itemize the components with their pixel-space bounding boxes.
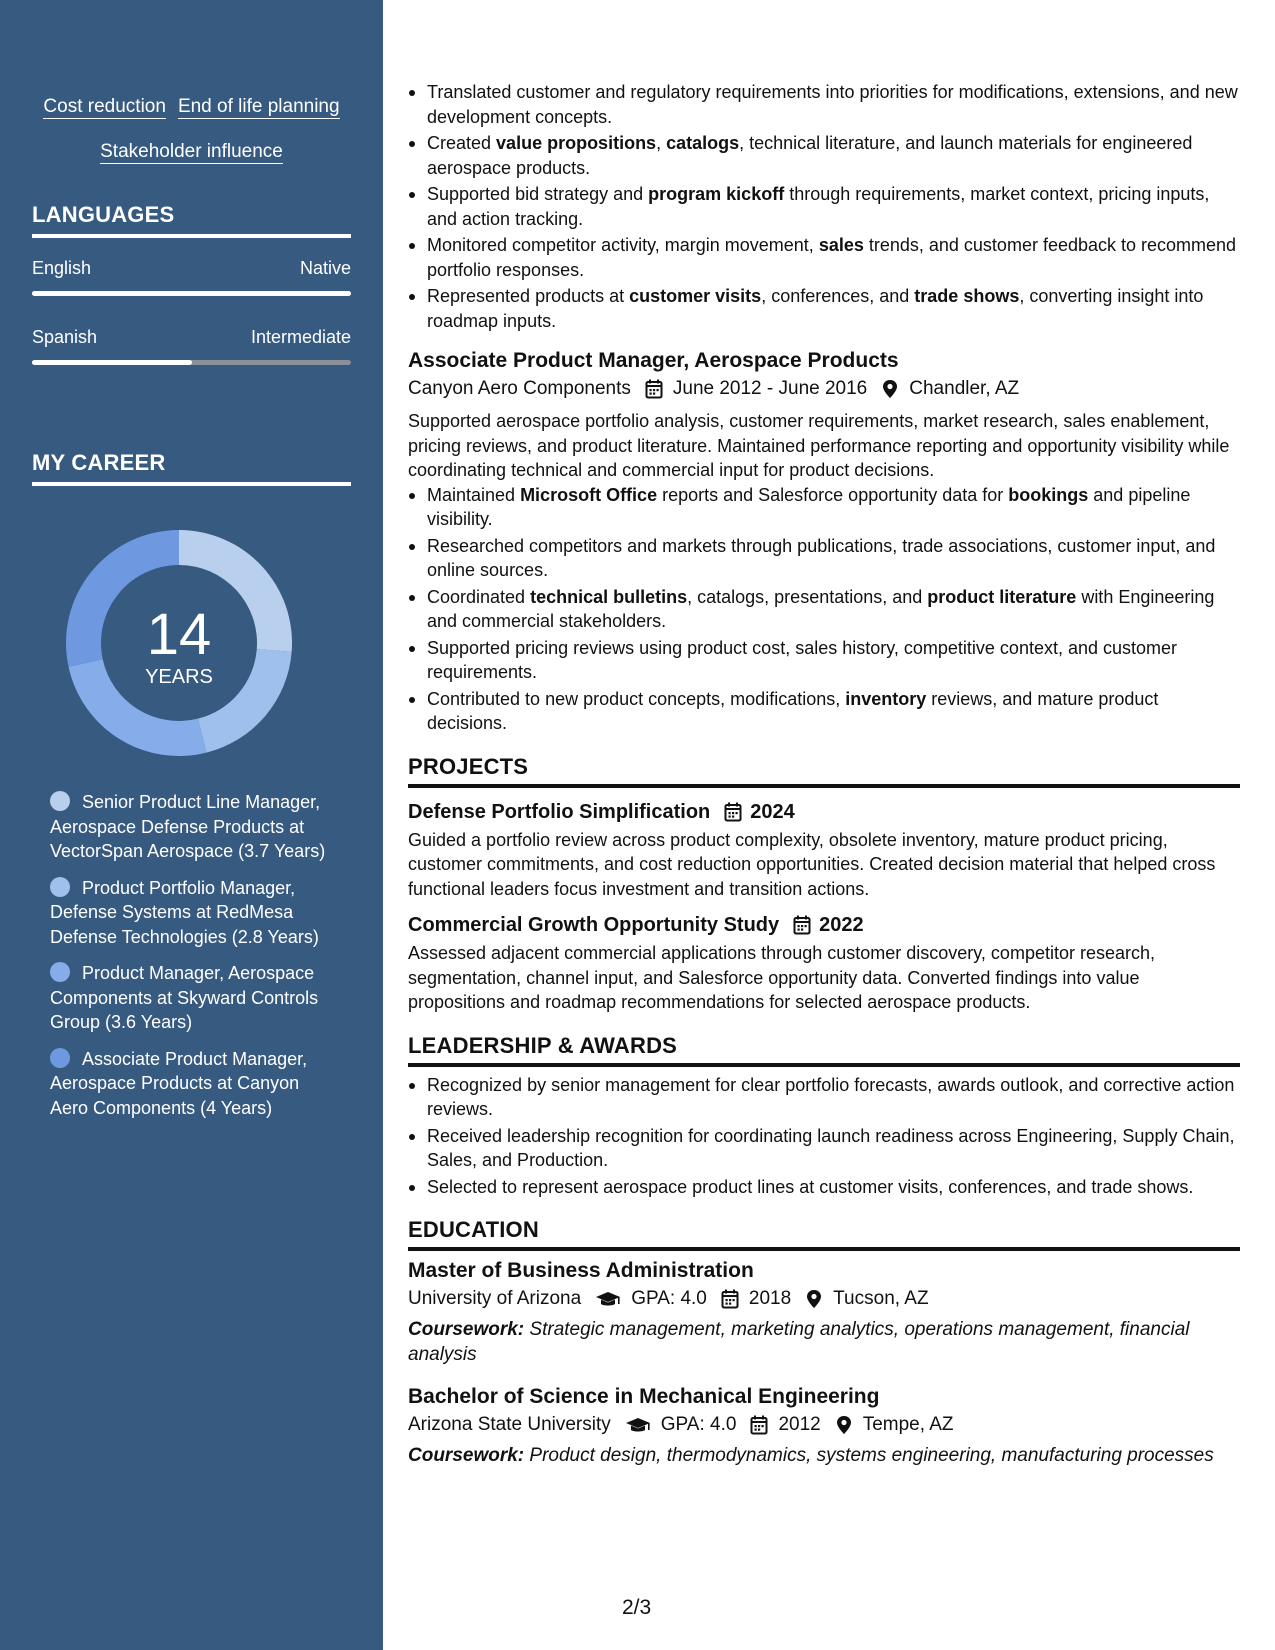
project-year: 2024 — [750, 800, 795, 823]
calendar-icon — [724, 802, 742, 822]
calendar-icon — [793, 915, 811, 935]
skill-tag: Cost reduction — [43, 96, 166, 117]
school-name: University of Arizona — [408, 1288, 582, 1309]
gpa: GPA: 4.0 — [631, 1288, 707, 1309]
graduation-cap-icon — [595, 1289, 621, 1309]
coursework — [408, 1443, 1240, 1468]
location-pin-icon — [805, 1289, 823, 1309]
job-meta — [408, 375, 1240, 403]
graduation-year: 2012 — [778, 1414, 821, 1435]
gpa: GPA: 4.0 — [660, 1414, 737, 1435]
language-level: Intermediate — [250, 327, 351, 347]
legend-dot — [50, 877, 70, 897]
page-number: 2/3 — [622, 1596, 652, 1619]
bullet-item: Supported pricing reviews using product cost, sales history, competitive context, and customer requirements. — [408, 636, 1240, 685]
project-title-row — [408, 798, 1240, 826]
education-heading: EDUCATION — [408, 1217, 1240, 1251]
degree-title: Master of Business Administration — [408, 1259, 754, 1282]
coursework-text: Product design, thermodynamics, systems engineering, manufacturing processes — [524, 1445, 1214, 1466]
main-content — [408, 0, 1240, 1468]
language-bar-fill — [32, 360, 192, 365]
previous-job-bullets — [408, 80, 1240, 333]
language-bar-fill — [32, 291, 351, 296]
bullet-item: Created value propositions, catalogs, technical literature, and launch materials for engineered aerospace products. — [408, 131, 1240, 180]
bullet-item: Contributed to new product concepts, modifications, inventory reviews, and mature product decisions. — [408, 687, 1240, 736]
language-spanish — [32, 327, 351, 365]
skill-tag: End of life planning — [177, 96, 340, 117]
project-description: Assessed adjacent commercial applications through customer discovery, competitor research, segmentation, channel input, and Salesforce opportunity data. Converted findings into value propositions and roadmap recommendations for selected aerospace products. — [408, 943, 1155, 1012]
career-donut-chart — [66, 530, 292, 756]
bullet-item: Recognized by senior management for clear portfolio forecasts, awards outlook, and corrective action reviews. — [408, 1073, 1240, 1122]
job-bullets — [408, 483, 1240, 736]
school-location: Tucson, AZ — [833, 1288, 929, 1309]
degree-title: Bachelor of Science in Mechanical Engineering — [408, 1385, 880, 1408]
bullet-item: Monitored competitor activity, margin movement, sales trends, and customer feedback to recommend portfolio responses. — [408, 233, 1240, 282]
school-name: Arizona State University — [408, 1414, 611, 1435]
career-total-label: YEARS — [145, 666, 213, 688]
location-pin-icon — [881, 379, 899, 399]
sidebar — [0, 0, 383, 1650]
bullet-item: Translated customer and regulatory requirements into priorities for modifications, extensions, and new development concepts. — [408, 80, 1240, 129]
education-meta — [408, 1411, 1240, 1439]
career-legend-item — [50, 1047, 340, 1121]
coursework-label: Coursework: — [408, 1319, 525, 1340]
language-level: Native — [299, 258, 351, 278]
career-legend-label: Senior Product Line Manager, Aerospace Defense Products at VectorSpan Aerospace (3.7 Years) — [50, 792, 326, 861]
project-year: 2022 — [819, 914, 864, 936]
legend-dot — [50, 791, 70, 811]
job-summary: Supported aerospace portfolio analysis, customer requirements, market research, sales enablement, pricing reviews, and product literature. Maintained performance reporting and opportunity visibility while coordinating technical and commercial input for product decisions. — [408, 411, 1230, 480]
language-english — [32, 258, 351, 296]
legend-dot — [50, 962, 70, 982]
bullet-item: Supported bid strategy and program kickoff through requirements, market context, pricing inputs, and action tracking. — [408, 182, 1240, 231]
bullet-item: Received leadership recognition for coordinating launch readiness across Engineering, Supply Chain, Sales, and Production. — [408, 1124, 1240, 1173]
career-legend-label: Product Manager, Aerospace Components at Skyward Controls Group (3.6 Years) — [50, 963, 319, 1032]
project-title: Commercial Growth Opportunity Study — [408, 914, 780, 936]
project-item — [408, 911, 1240, 1015]
education-meta — [408, 1285, 1240, 1313]
career-total-years: 14 — [146, 602, 212, 667]
project-description: Guided a portfolio review across product complexity, obsolete inventory, mature product pricing, customer commitments, and cost reduction opportunities. Created decision material that helped cross functional leaders focus investment and transition actions. — [408, 829, 1216, 899]
calendar-icon — [721, 1289, 739, 1309]
education-list — [408, 1257, 1240, 1468]
project-title: Defense Portfolio Simplification — [408, 800, 711, 823]
graduation-year: 2018 — [748, 1288, 792, 1309]
project-item — [408, 798, 1240, 902]
career-legend-item — [50, 790, 340, 864]
job-location: Chandler, AZ — [909, 378, 1020, 399]
career-legend-item — [50, 961, 340, 1035]
career-legend-label: Associate Product Manager, Aerospace Products at Canyon Aero Components (4 Years) — [50, 1048, 308, 1118]
language-bar — [32, 360, 351, 365]
graduation-cap-icon — [625, 1415, 651, 1435]
projects-heading: PROJECTS — [408, 754, 1240, 788]
bullet-item: Researched competitors and markets through publications, trade associations, customer input, and online sources. — [408, 534, 1240, 583]
skills-list — [32, 84, 351, 174]
coursework-label: Coursework: — [408, 1445, 525, 1466]
language-name: Spanish — [32, 327, 98, 347]
education-item — [408, 1257, 1240, 1367]
donut-segment — [198, 649, 292, 753]
calendar-icon — [645, 379, 663, 399]
awards-list — [408, 1073, 1240, 1200]
legend-dot — [50, 1048, 70, 1068]
job-dates: June 2012 - June 2016 — [672, 378, 868, 399]
job-title: Associate Product Manager, Aerospace Products — [408, 349, 899, 372]
career-legend-item — [50, 876, 340, 950]
bullet-item: Coordinated technical bulletins, catalogs, presentations, and product literature with Engineering and commercial stakeholders. — [408, 585, 1240, 634]
career-legend-label: Product Portfolio Manager, Defense Systems at RedMesa Defense Technologies (2.8 Years) — [50, 877, 319, 947]
location-pin-icon — [835, 1415, 853, 1435]
language-name: English — [32, 258, 92, 278]
skill-tag: Stakeholder influence — [100, 141, 283, 162]
job-company: Canyon Aero Components — [408, 378, 631, 399]
bullet-item: Maintained Microsoft Office reports and Salesforce opportunity data for bookings and pipeline visibility. — [408, 483, 1240, 532]
career-heading: MY CAREER — [32, 450, 351, 486]
project-title-row — [408, 911, 1240, 939]
languages-heading: LANGUAGES — [32, 202, 351, 238]
school-location: Tempe, AZ — [862, 1414, 954, 1435]
coursework-text: Strategic management, marketing analytics, operations management, financial analysis — [408, 1319, 1190, 1365]
coursework — [408, 1317, 1240, 1367]
calendar-icon — [750, 1415, 768, 1435]
career-legend — [50, 790, 340, 1132]
language-bar — [32, 291, 351, 296]
bullet-item: Represented products at customer visits, conferences, and trade shows, converting insight into roadmap inputs. — [408, 284, 1240, 333]
bullet-item: Selected to represent aerospace product lines at customer visits, conferences, and trade shows. — [408, 1175, 1240, 1200]
education-item — [408, 1383, 1240, 1468]
awards-heading: LEADERSHIP & AWARDS — [408, 1033, 1240, 1067]
projects-list — [408, 798, 1240, 1015]
